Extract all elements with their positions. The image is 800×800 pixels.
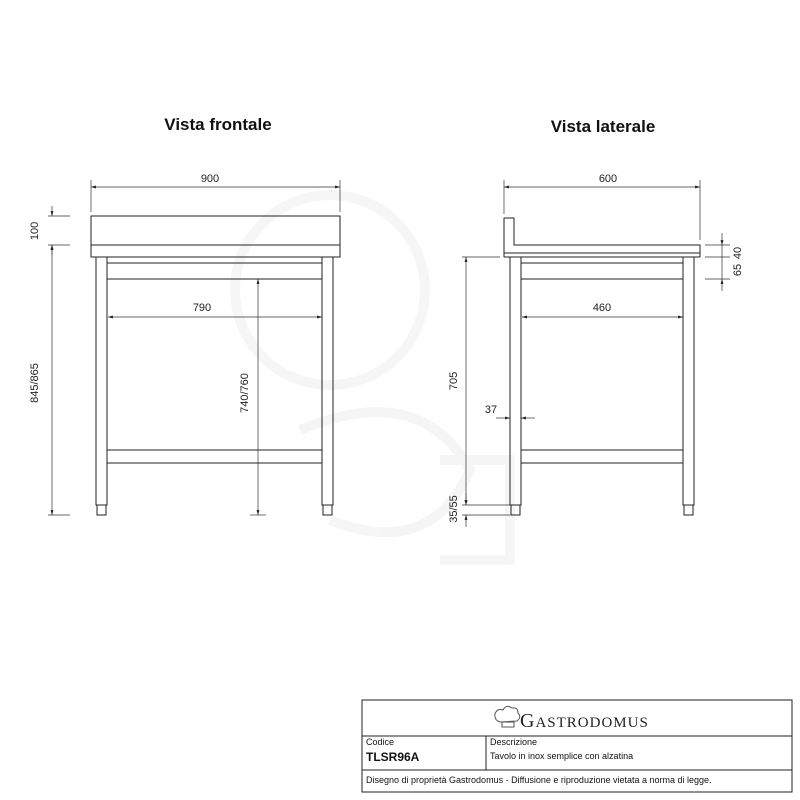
front-view-title: Vista frontale: [164, 115, 272, 134]
dim-inner-depth: 460: [592, 302, 612, 314]
code-value: TLSR96A: [366, 750, 420, 764]
dim-height-705: 705: [448, 371, 460, 391]
dim-width: 900: [200, 173, 220, 185]
dim-total-height: 845/865: [29, 363, 41, 403]
title-block: [362, 700, 792, 792]
side-dimensions: [448, 173, 744, 527]
dim-leg-37: 37: [484, 404, 498, 416]
dim-inner-height: 740/760: [239, 373, 251, 413]
side-table: [504, 218, 700, 515]
description-value: Tavolo in inox semplice con alzatina: [490, 751, 634, 761]
code-label: Codice: [366, 737, 395, 747]
brand-name: GASTRODOMUS: [520, 710, 649, 732]
dim-foot: 35/55: [448, 495, 460, 523]
dim-top-40: 40: [732, 246, 744, 260]
dim-backsplash: 100: [29, 221, 41, 241]
dim-top-65: 65: [732, 263, 744, 277]
footer-note: Disegno di proprietà Gastrodomus - Diffusione e riproduzione vietata a norma di legge.: [366, 775, 712, 785]
description-label: Descrizione: [490, 737, 538, 747]
side-view-title: Vista laterale: [550, 117, 656, 136]
front-dimensions: [29, 173, 340, 515]
dim-depth: 600: [598, 173, 618, 185]
dim-inner-width: 790: [192, 302, 212, 314]
front-table: [91, 216, 340, 515]
